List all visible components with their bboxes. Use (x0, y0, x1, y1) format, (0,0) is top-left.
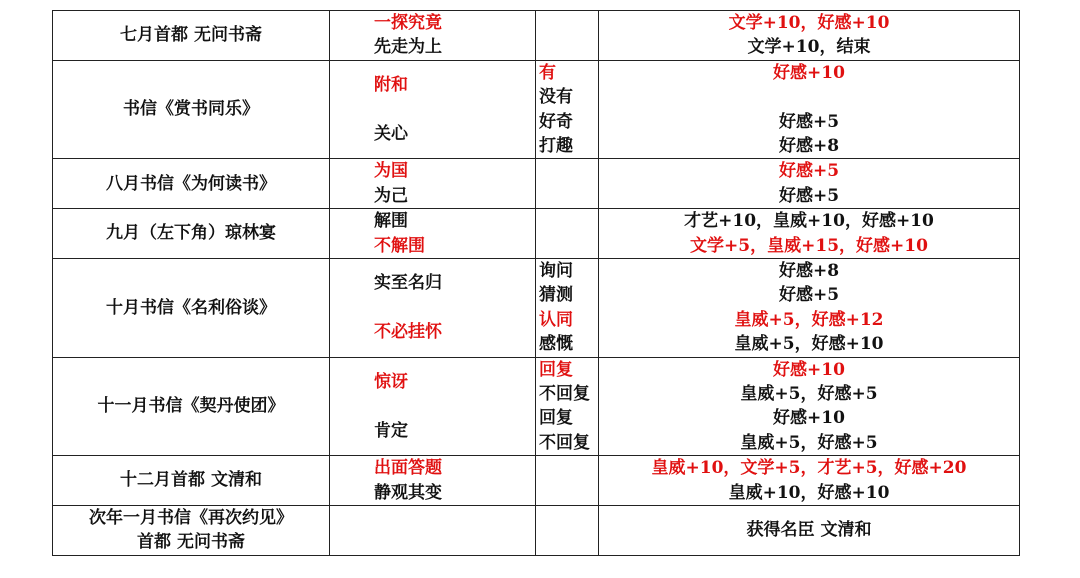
event-cell (53, 456, 330, 506)
choice-cell (330, 209, 536, 259)
subchoice-label (536, 159, 598, 183)
event-name: 书信《赏书同乐》 (123, 99, 259, 120)
event-name: 十二月首都 文清和 (120, 470, 262, 491)
choice-group (374, 481, 535, 505)
result-text: 文学+10，结束 (747, 37, 871, 58)
event-cell (53, 505, 330, 555)
result-cell (599, 11, 1020, 61)
table-row (53, 60, 1020, 159)
result-text: 文学+5，皇威+15，好感+10 (690, 235, 928, 256)
subchoice-label: 感慨 (539, 334, 573, 355)
subchoice-label (536, 35, 598, 59)
choice-cell (330, 505, 536, 555)
choice-cell (330, 357, 536, 456)
result-text: 好感+8 (778, 260, 840, 281)
choice-label: 肯定 (374, 420, 408, 441)
choice-label: 关心 (374, 123, 408, 144)
choice-group (374, 358, 535, 407)
table-row (53, 159, 1020, 209)
subchoice-label: 有 (539, 62, 556, 83)
table-row (53, 11, 1020, 61)
event-cell (53, 209, 330, 259)
subchoice-cell (536, 505, 599, 555)
choice-group (374, 456, 535, 480)
choice-label: 出面答题 (374, 458, 442, 479)
event-name: 十月书信《名利俗谈》 (106, 297, 276, 318)
table-row (53, 357, 1020, 456)
result-cell (599, 258, 1020, 357)
subchoice-label: 回复 (539, 359, 573, 380)
subchoice-label: 回复 (539, 408, 573, 429)
event-cell (53, 11, 330, 61)
event-cell (53, 357, 330, 456)
event-name: 九月（左下角）琼林宴 (106, 223, 276, 244)
result-text: 才艺+10，皇威+10，好感+10 (684, 211, 934, 232)
final-result: 获得名臣 文清和 (746, 520, 872, 541)
event-name: 次年一月书信《再次约见》 (89, 507, 293, 528)
subchoice-label (536, 184, 598, 208)
event-name: 八月书信《为何读书》 (106, 173, 276, 194)
subchoice-label (536, 481, 598, 505)
result-cell (599, 60, 1020, 159)
empty-line (374, 530, 535, 554)
result-cell (599, 456, 1020, 506)
result-text: 好感+5 (778, 185, 840, 206)
result-text: 皇威+5，好感+10 (734, 334, 884, 355)
empty-line (374, 506, 535, 530)
choice-group (374, 308, 535, 357)
table-row (53, 505, 1020, 555)
subchoice-label (536, 234, 598, 258)
subchoice-label (536, 456, 598, 480)
choice-cell (330, 456, 536, 506)
result-text: 好感+10 (773, 62, 845, 83)
empty-line (536, 506, 598, 530)
result-cell (599, 209, 1020, 259)
result-text: 好感+5 (778, 285, 840, 306)
subchoice-label (536, 209, 598, 233)
choice-group (374, 406, 535, 455)
subchoice-label: 没有 (539, 87, 573, 108)
subchoice-label: 猜测 (539, 285, 573, 306)
choice-label: 为国 (374, 161, 408, 182)
choice-group (374, 209, 535, 233)
event-name: 首都 无问书斋 (137, 532, 245, 553)
subchoice-label: 好奇 (539, 111, 573, 132)
choice-label: 惊讶 (374, 371, 408, 392)
result-text: 皇威+10，文学+5，才艺+5，好感+20 (651, 458, 967, 479)
choice-label: 静观其变 (374, 482, 442, 503)
result-text: 皇威+5，好感+5 (740, 383, 878, 404)
subchoice-cell (536, 258, 599, 357)
choice-cell (330, 159, 536, 209)
result-cell (599, 159, 1020, 209)
result-text: 皇威+5，好感+5 (740, 432, 878, 453)
subchoice-label: 不回复 (539, 383, 590, 404)
event-name: 十一月书信《契丹使团》 (97, 396, 285, 417)
choice-label: 附和 (374, 74, 408, 95)
choice-label: 为己 (374, 185, 408, 206)
subchoice-cell (536, 11, 599, 61)
result-cell (599, 505, 1020, 555)
result-text: 皇威+10，好感+10 (728, 482, 890, 503)
choice-group (374, 61, 535, 110)
subchoice-label: 认同 (539, 309, 573, 330)
choice-label: 先走为上 (374, 37, 442, 58)
subchoice-cell (536, 60, 599, 159)
result-text: 好感+5 (778, 161, 840, 182)
table-row (53, 456, 1020, 506)
subchoice-cell (536, 209, 599, 259)
choice-cell (330, 11, 536, 61)
subchoice-label: 不回复 (539, 432, 590, 453)
result-text: 好感+10 (773, 359, 845, 380)
choice-group (374, 259, 535, 308)
subchoice-cell (536, 159, 599, 209)
choice-label: 一探究竟 (374, 13, 442, 33)
table-row (53, 209, 1020, 259)
choice-group (374, 110, 535, 159)
choice-group (374, 184, 535, 208)
choice-cell (330, 258, 536, 357)
subchoice-cell (536, 456, 599, 506)
subchoice-label: 打趣 (539, 135, 573, 156)
result-cell (599, 357, 1020, 456)
choice-label: 不必挂怀 (374, 321, 442, 342)
choice-group (374, 35, 535, 59)
choice-cell (330, 60, 536, 159)
table-row (53, 258, 1020, 357)
result-text: 文学+10，好感+10 (728, 13, 890, 33)
event-cell (53, 159, 330, 209)
choice-label: 实至名归 (374, 273, 442, 294)
subchoice-cell (536, 357, 599, 456)
choice-group (374, 159, 535, 183)
subchoice-label (536, 11, 598, 35)
event-cell (53, 258, 330, 357)
event-name: 七月首都 无问书斋 (120, 25, 262, 46)
subchoice-label: 询问 (539, 260, 573, 281)
choice-label: 解围 (374, 211, 408, 232)
result-text (599, 85, 1019, 109)
result-text: 皇威+5，好感+12 (734, 309, 884, 330)
event-cell (53, 60, 330, 159)
choice-group (374, 234, 535, 258)
choice-group (374, 11, 535, 35)
result-text: 好感+8 (778, 135, 840, 156)
empty-line (536, 530, 598, 554)
choice-label: 不解围 (374, 235, 425, 256)
result-text: 好感+10 (773, 408, 845, 429)
strategy-table (52, 10, 1020, 556)
result-text: 好感+5 (778, 111, 840, 132)
